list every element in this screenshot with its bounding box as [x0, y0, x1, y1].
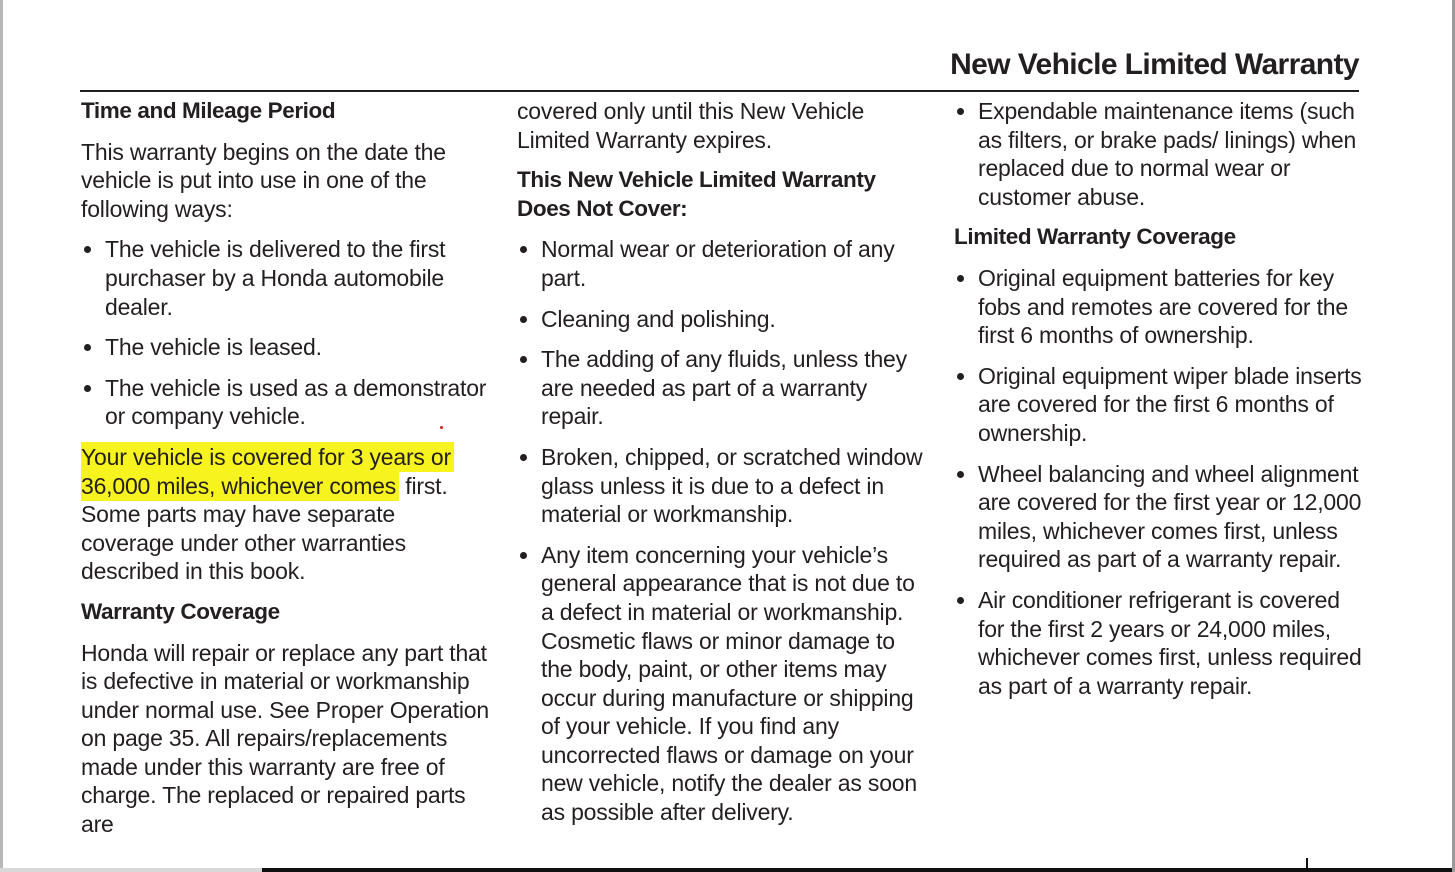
list-item-text: Original equipment batteries for key fobs and remotes are covered for the first 6 months of ownership. — [978, 264, 1348, 349]
viewer-bottom-bar — [262, 868, 1452, 872]
stray-mark — [440, 426, 443, 429]
list-item — [954, 264, 1364, 350]
exclusions-list-continued — [954, 97, 1364, 211]
list-item-text: The adding of any fluids, unless they are needed as part of a warranty repair. — [541, 346, 907, 430]
list-item-text: Any item concerning your vehicle’s general appearance that is not due to a defect in material or workmanship. Cosmetic flaws or minor damage to the body, paint, or other items may occur during manufacture or shipping of your vehicle. If you find any uncorrected flaws or damage on your new vehicle, notify the dealer as soon as possible after delivery. — [541, 541, 917, 826]
page-title: New Vehicle Limited Warranty — [950, 48, 1359, 81]
list-item-text: Normal wear or deterioration of any part. — [541, 236, 895, 291]
exclusions-list — [517, 235, 927, 826]
list-item — [81, 333, 491, 362]
list-item-text: Air conditioner refrigerant is covered for the first 2 years or 24,000 miles, whichever comes first, unless required as part of a warranty repair. — [978, 586, 1362, 699]
warranty-coverage-paragraph: Honda will repair or replace any part that is defective in material or workmanship under normal use. See Proper Operation on page 35. All repairs/replacements made under this warranty are free of charge. The replaced or repaired parts are — [81, 639, 489, 838]
list-item-text: Cleaning and polishing. — [541, 305, 776, 332]
list-item — [517, 235, 927, 292]
list-item — [954, 586, 1364, 700]
put-into-use-list — [81, 235, 491, 431]
coverage-period-paragraph — [81, 443, 491, 586]
list-item — [517, 443, 927, 529]
list-item — [81, 235, 491, 321]
list-item-text: Expendable maintenance items (such as filters, or brake pads/ linings) when replaced due to normal wear or customer abuse. — [978, 98, 1357, 210]
highlighted-coverage-text[interactable]: Your vehicle is covered for 3 years or 36,000 miles, whichever comes — [81, 442, 454, 501]
list-item — [954, 460, 1364, 574]
list-item — [517, 541, 927, 827]
list-item-text: Original equipment wiper blade inserts are covered for the first 6 months of ownership. — [978, 362, 1362, 446]
list-item — [954, 362, 1364, 448]
list-item — [517, 345, 927, 431]
heading-warranty-coverage: Warranty Coverage — [81, 598, 280, 624]
continued-paragraph: covered only until this New Vehicle Limited Warranty expires. — [517, 98, 865, 153]
viewer-bottom-edge — [0, 868, 262, 872]
list-item-text: The vehicle is leased. — [105, 334, 322, 361]
list-item-text: The vehicle is used as a demonstrator or company vehicle. — [105, 374, 487, 430]
coverage-period-rest: first. Some parts may have separate coverage under other warranties described in this book. — [81, 472, 448, 585]
heading-does-not-cover: This New Vehicle Limited Warranty Does Not Cover: — [517, 167, 876, 221]
column-2 — [517, 97, 927, 839]
list-item — [954, 97, 1364, 211]
list-item — [81, 374, 491, 431]
list-item-text: Wheel balancing and wheel alignment are covered for the first year or 12,000 miles, whichever comes first, unless required as part of a warranty repair. — [978, 460, 1362, 573]
heading-time-mileage: Time and Mileage Period — [81, 98, 336, 123]
limited-coverage-list — [954, 264, 1364, 700]
column-3 — [954, 97, 1364, 712]
list-item-text: The vehicle is delivered to the first purchaser by a Honda automobile dealer. — [105, 236, 446, 320]
column-1 — [81, 97, 491, 851]
list-item-text: Broken, chipped, or scratched window glass unless it is due to a defect in material or workmanship. — [541, 443, 923, 528]
list-item — [517, 305, 927, 334]
viewer-left-edge — [0, 0, 3, 872]
page-marker — [1306, 858, 1308, 868]
heading-limited-warranty-coverage: Limited Warranty Coverage — [954, 224, 1236, 250]
title-rule — [80, 90, 1359, 92]
intro-paragraph: This warranty begins on the date the vehicle is put into use in one of the following ways: — [81, 138, 446, 222]
